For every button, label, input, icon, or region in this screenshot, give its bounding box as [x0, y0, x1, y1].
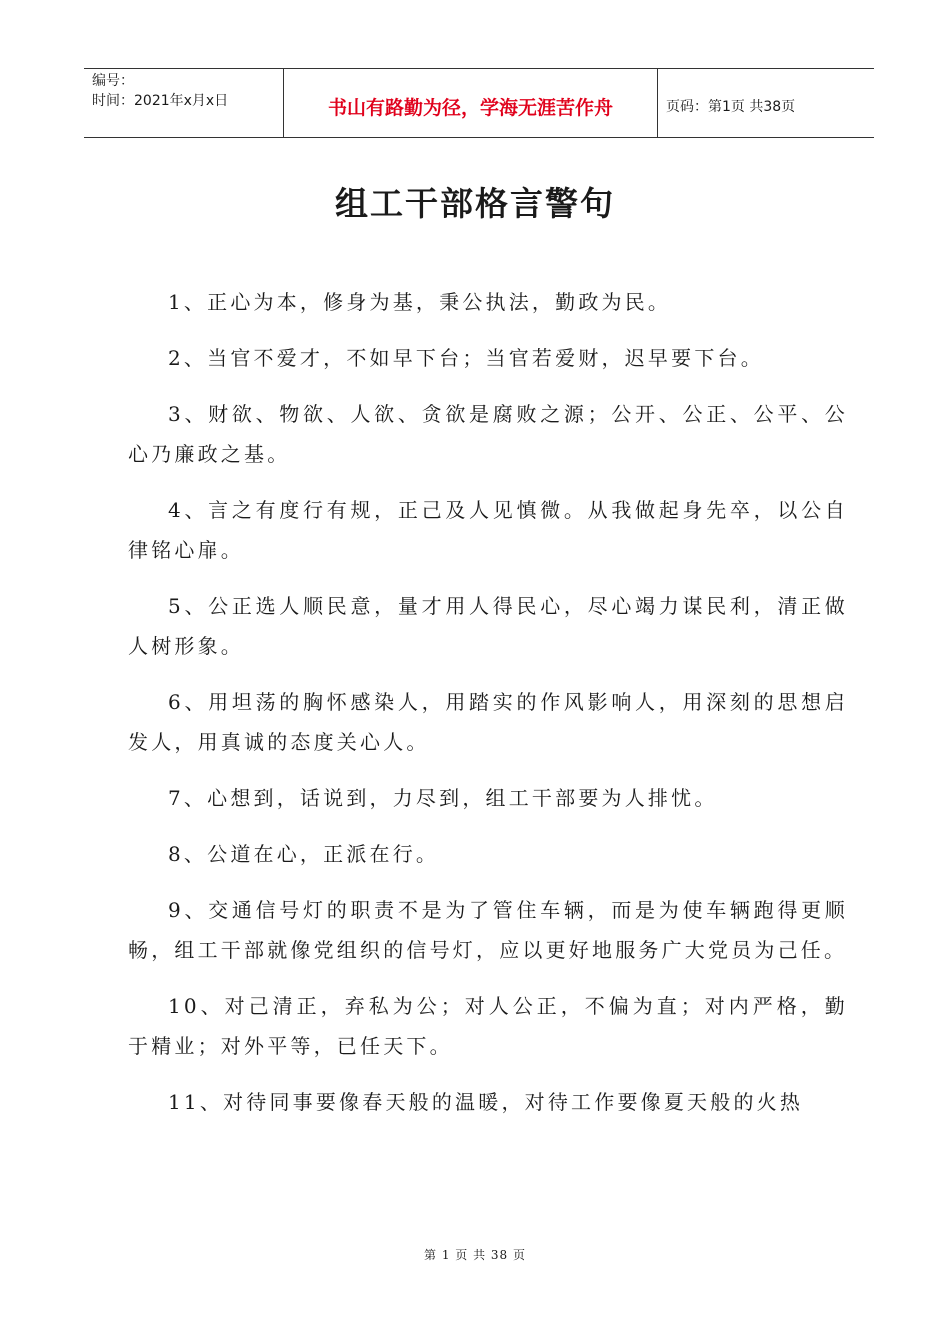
paragraph-7: 7、心想到，话说到，力尽到，组工干部要为人排忧。 [168, 786, 718, 810]
document-body [128, 282, 848, 1138]
paragraph-11: 11、对待同事要像春天般的温暖，对待工作要像夏天般的火热 [168, 1090, 804, 1114]
document-title: 组工干部格言警句 [335, 184, 615, 223]
time-label: 时间：2021年x月x日 [92, 93, 229, 109]
header-meta [84, 69, 284, 137]
paragraph-6: 6、用坦荡的胸怀感染人，用踏实的作风影响人，用深刻的思想启发人，用真诚的态度关心人。 [128, 690, 848, 754]
paragraph-2: 2、当官不爱才，不如早下台；当官若爱财，迟早要下台。 [168, 346, 764, 370]
paragraph-4: 4、言之有度行有规，正己及人见慎微。从我做起身先卒，以公自律铭心扉。 [128, 498, 848, 562]
header-page-info: 页码：第1页 共38页 [666, 99, 796, 115]
paragraph-9: 9、交通信号灯的职责不是为了管住车辆，而是为使车辆跑得更顺畅，组工干部就像党组织的信号灯，应以更好地服务广大党员为己任。 [128, 898, 848, 962]
page-footer: 第 1 页 共 38 页 [424, 1248, 526, 1262]
paragraph-10: 10、对己清正，弃私为公；对人公正，不偏为直；对内严格，勤于精业；对外平等，已任天下。 [128, 994, 848, 1058]
paragraph-5: 5、公正选人顺民意，量才用人得民心，尽心竭力谋民利，清正做人树形象。 [128, 594, 848, 658]
header-slogan: 书山有路勤为径，学海无涯苦作舟 [284, 69, 658, 137]
paragraph-3: 3、财欲、物欲、人欲、贪欲是腐败之源；公开、公正、公平、公心乃廉政之基。 [128, 402, 848, 466]
document-header [84, 68, 874, 138]
number-label: 编号： [92, 73, 134, 89]
paragraph-1: 1、正心为本，修身为基，秉公执法，勤政为民。 [168, 290, 672, 314]
paragraph-8: 8、公道在心，正派在行。 [168, 842, 440, 866]
